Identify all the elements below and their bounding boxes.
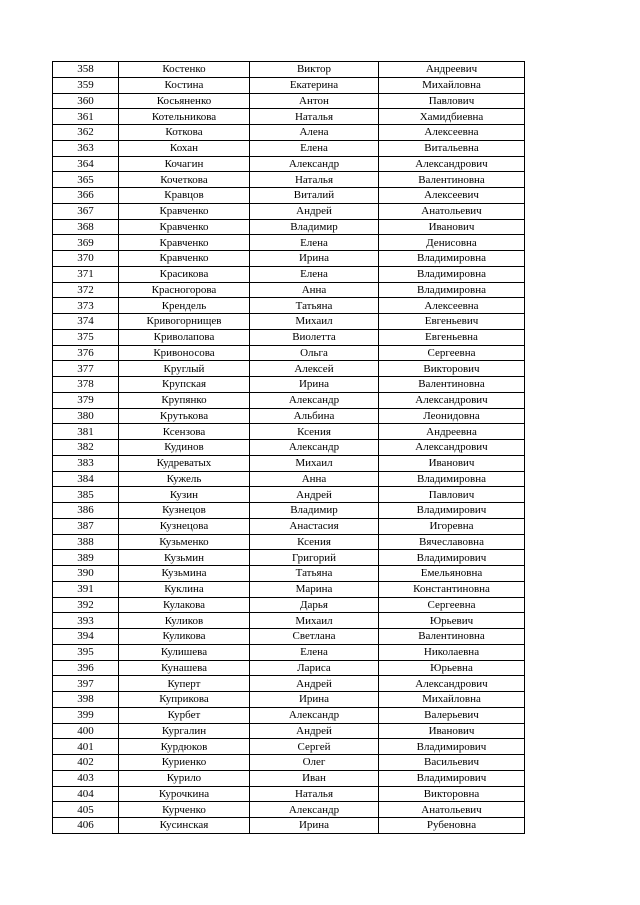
last-name-cell: Кузьменко	[119, 534, 250, 550]
last-name-cell: Кузнецова	[119, 518, 250, 534]
patronymic-cell: Владимирович	[379, 503, 525, 519]
last-name-cell: Кочагин	[119, 156, 250, 172]
first-name-cell: Григорий	[250, 550, 379, 566]
first-name-cell: Татьяна	[250, 566, 379, 582]
patronymic-cell: Игоревна	[379, 518, 525, 534]
last-name-cell: Красикова	[119, 266, 250, 282]
last-name-cell: Куперт	[119, 676, 250, 692]
patronymic-cell: Александрович	[379, 676, 525, 692]
table-row	[53, 534, 525, 550]
last-name-cell: Крутькова	[119, 408, 250, 424]
last-name-cell: Котельникова	[119, 109, 250, 125]
patronymic-cell: Владимирович	[379, 770, 525, 786]
first-name-cell: Елена	[250, 235, 379, 251]
last-name-cell: Кравченко	[119, 219, 250, 235]
last-name-cell: Криволапова	[119, 329, 250, 345]
patronymic-cell: Владимирович	[379, 739, 525, 755]
table-row	[53, 77, 525, 93]
patronymic-cell: Викторовна	[379, 786, 525, 802]
first-name-cell: Александр	[250, 707, 379, 723]
first-name-cell: Наталья	[250, 172, 379, 188]
last-name-cell: Кужель	[119, 471, 250, 487]
table-row	[53, 786, 525, 802]
table-row	[53, 597, 525, 613]
first-name-cell: Александр	[250, 392, 379, 408]
row-number-cell: 359	[53, 77, 119, 93]
row-number-cell: 370	[53, 251, 119, 267]
table-row	[53, 345, 525, 361]
table-row	[53, 676, 525, 692]
patronymic-cell: Витальевна	[379, 140, 525, 156]
row-number-cell: 364	[53, 156, 119, 172]
first-name-cell: Альбина	[250, 408, 379, 424]
first-name-cell: Елена	[250, 644, 379, 660]
patronymic-cell: Емельяновна	[379, 566, 525, 582]
row-number-cell: 381	[53, 424, 119, 440]
last-name-cell: Куриенко	[119, 755, 250, 771]
table-row	[53, 660, 525, 676]
first-name-cell: Ирина	[250, 818, 379, 834]
table-row	[53, 566, 525, 582]
last-name-cell: Кривоносова	[119, 345, 250, 361]
first-name-cell: Марина	[250, 581, 379, 597]
row-number-cell: 404	[53, 786, 119, 802]
first-name-cell: Анна	[250, 282, 379, 298]
table-row	[53, 503, 525, 519]
table-row	[53, 629, 525, 645]
patronymic-cell: Павлович	[379, 487, 525, 503]
first-name-cell: Ирина	[250, 692, 379, 708]
last-name-cell: Кравченко	[119, 235, 250, 251]
row-number-cell: 406	[53, 818, 119, 834]
row-number-cell: 369	[53, 235, 119, 251]
row-number-cell: 375	[53, 329, 119, 345]
patronymic-cell: Павлович	[379, 93, 525, 109]
patronymic-cell: Юрьевна	[379, 660, 525, 676]
first-name-cell: Алена	[250, 125, 379, 141]
last-name-cell: Кудреватых	[119, 455, 250, 471]
row-number-cell: 391	[53, 581, 119, 597]
row-number-cell: 383	[53, 455, 119, 471]
patronymic-cell: Владимировна	[379, 471, 525, 487]
last-name-cell: Кулакова	[119, 597, 250, 613]
last-name-cell: Курило	[119, 770, 250, 786]
row-number-cell: 372	[53, 282, 119, 298]
table-row	[53, 818, 525, 834]
last-name-cell: Кузьмина	[119, 566, 250, 582]
table-row	[53, 188, 525, 204]
row-number-cell: 379	[53, 392, 119, 408]
last-name-cell: Кусинская	[119, 818, 250, 834]
patronymic-cell: Сергеевна	[379, 597, 525, 613]
first-name-cell: Александр	[250, 802, 379, 818]
table-row	[53, 644, 525, 660]
table-row	[53, 408, 525, 424]
last-name-cell: Куклина	[119, 581, 250, 597]
first-name-cell: Анастасия	[250, 518, 379, 534]
row-number-cell: 392	[53, 597, 119, 613]
last-name-cell: Кравченко	[119, 203, 250, 219]
row-number-cell: 394	[53, 629, 119, 645]
last-name-cell: Курочкина	[119, 786, 250, 802]
row-number-cell: 398	[53, 692, 119, 708]
first-name-cell: Виталий	[250, 188, 379, 204]
patronymic-cell: Александрович	[379, 392, 525, 408]
row-number-cell: 388	[53, 534, 119, 550]
table-row	[53, 140, 525, 156]
table-row	[53, 455, 525, 471]
patronymic-cell: Валентиновна	[379, 377, 525, 393]
last-name-cell: Куликов	[119, 613, 250, 629]
table-row	[53, 581, 525, 597]
first-name-cell: Олег	[250, 755, 379, 771]
last-name-cell: Коткова	[119, 125, 250, 141]
patronymic-cell: Юрьевич	[379, 613, 525, 629]
table-row	[53, 172, 525, 188]
row-number-cell: 358	[53, 62, 119, 78]
last-name-cell: Кравцов	[119, 188, 250, 204]
table-row	[53, 440, 525, 456]
table-row	[53, 550, 525, 566]
last-name-cell: Кузьмин	[119, 550, 250, 566]
patronymic-cell: Хамидбиевна	[379, 109, 525, 125]
last-name-cell: Кривогорнищев	[119, 314, 250, 330]
table-row	[53, 298, 525, 314]
table-row	[53, 424, 525, 440]
last-name-cell: Кулишева	[119, 644, 250, 660]
first-name-cell: Андрей	[250, 676, 379, 692]
table-row	[53, 692, 525, 708]
row-number-cell: 402	[53, 755, 119, 771]
patronymic-cell: Владимировна	[379, 251, 525, 267]
first-name-cell: Татьяна	[250, 298, 379, 314]
row-number-cell: 401	[53, 739, 119, 755]
patronymic-cell: Михайловна	[379, 77, 525, 93]
patronymic-cell: Владимирович	[379, 550, 525, 566]
last-name-cell: Курдюков	[119, 739, 250, 755]
table-row	[53, 329, 525, 345]
first-name-cell: Ксения	[250, 534, 379, 550]
first-name-cell: Сергей	[250, 739, 379, 755]
first-name-cell: Ксения	[250, 424, 379, 440]
patronymic-cell: Викторович	[379, 361, 525, 377]
row-number-cell: 373	[53, 298, 119, 314]
table-row	[53, 361, 525, 377]
patronymic-cell: Денисовна	[379, 235, 525, 251]
patronymic-cell: Андреевна	[379, 424, 525, 440]
patronymic-cell: Валерьевич	[379, 707, 525, 723]
table-row	[53, 109, 525, 125]
patronymic-cell: Андреевич	[379, 62, 525, 78]
first-name-cell: Ирина	[250, 377, 379, 393]
row-number-cell: 378	[53, 377, 119, 393]
patronymic-cell: Владимировна	[379, 266, 525, 282]
patronymic-cell: Васильевич	[379, 755, 525, 771]
row-number-cell: 361	[53, 109, 119, 125]
first-name-cell: Елена	[250, 266, 379, 282]
patronymic-cell: Леонидовна	[379, 408, 525, 424]
table-row	[53, 125, 525, 141]
last-name-cell: Кохан	[119, 140, 250, 156]
first-name-cell: Владимир	[250, 503, 379, 519]
table-row	[53, 62, 525, 78]
first-name-cell: Елена	[250, 140, 379, 156]
first-name-cell: Иван	[250, 770, 379, 786]
table-row	[53, 707, 525, 723]
table-row	[53, 739, 525, 755]
table-row	[53, 802, 525, 818]
row-number-cell: 399	[53, 707, 119, 723]
row-number-cell: 384	[53, 471, 119, 487]
row-number-cell: 374	[53, 314, 119, 330]
table-row	[53, 471, 525, 487]
row-number-cell: 377	[53, 361, 119, 377]
last-name-cell: Крендель	[119, 298, 250, 314]
last-name-cell: Кочеткова	[119, 172, 250, 188]
names-table	[52, 61, 525, 834]
last-name-cell: Костенко	[119, 62, 250, 78]
first-name-cell: Ольга	[250, 345, 379, 361]
table-row	[53, 235, 525, 251]
patronymic-cell: Евгеньевна	[379, 329, 525, 345]
first-name-cell: Михаил	[250, 455, 379, 471]
last-name-cell: Кравченко	[119, 251, 250, 267]
patronymic-cell: Александрович	[379, 156, 525, 172]
row-number-cell: 382	[53, 440, 119, 456]
last-name-cell: Кудинов	[119, 440, 250, 456]
first-name-cell: Виктор	[250, 62, 379, 78]
row-number-cell: 390	[53, 566, 119, 582]
first-name-cell: Виолетта	[250, 329, 379, 345]
row-number-cell: 362	[53, 125, 119, 141]
row-number-cell: 403	[53, 770, 119, 786]
last-name-cell: Красногорова	[119, 282, 250, 298]
first-name-cell: Дарья	[250, 597, 379, 613]
first-name-cell: Светлана	[250, 629, 379, 645]
row-number-cell: 386	[53, 503, 119, 519]
first-name-cell: Алексей	[250, 361, 379, 377]
first-name-cell: Лариса	[250, 660, 379, 676]
patronymic-cell: Евгеньевич	[379, 314, 525, 330]
patronymic-cell: Валентиновна	[379, 629, 525, 645]
first-name-cell: Михаил	[250, 314, 379, 330]
last-name-cell: Курбет	[119, 707, 250, 723]
patronymic-cell: Вячеславовна	[379, 534, 525, 550]
patronymic-cell: Валентиновна	[379, 172, 525, 188]
row-number-cell: 387	[53, 518, 119, 534]
patronymic-cell: Анатольевич	[379, 802, 525, 818]
first-name-cell: Наталья	[250, 786, 379, 802]
table-row	[53, 723, 525, 739]
patronymic-cell: Иванович	[379, 723, 525, 739]
table-row	[53, 377, 525, 393]
row-number-cell: 367	[53, 203, 119, 219]
first-name-cell: Андрей	[250, 487, 379, 503]
first-name-cell: Александр	[250, 156, 379, 172]
table-row	[53, 219, 525, 235]
last-name-cell: Костина	[119, 77, 250, 93]
patronymic-cell: Алексеевна	[379, 298, 525, 314]
last-name-cell: Кузин	[119, 487, 250, 503]
row-number-cell: 385	[53, 487, 119, 503]
first-name-cell: Михаил	[250, 613, 379, 629]
patronymic-cell: Сергеевна	[379, 345, 525, 361]
table-row	[53, 518, 525, 534]
row-number-cell: 393	[53, 613, 119, 629]
patronymic-cell: Анатольевич	[379, 203, 525, 219]
first-name-cell: Антон	[250, 93, 379, 109]
row-number-cell: 363	[53, 140, 119, 156]
table-row	[53, 203, 525, 219]
patronymic-cell: Иванович	[379, 455, 525, 471]
patronymic-cell: Владимировна	[379, 282, 525, 298]
row-number-cell: 400	[53, 723, 119, 739]
row-number-cell: 365	[53, 172, 119, 188]
table-row	[53, 613, 525, 629]
first-name-cell: Александр	[250, 440, 379, 456]
row-number-cell: 389	[53, 550, 119, 566]
first-name-cell: Владимир	[250, 219, 379, 235]
row-number-cell: 368	[53, 219, 119, 235]
last-name-cell: Косьяненко	[119, 93, 250, 109]
row-number-cell: 380	[53, 408, 119, 424]
table-row	[53, 156, 525, 172]
last-name-cell: Круглый	[119, 361, 250, 377]
last-name-cell: Куприкова	[119, 692, 250, 708]
row-number-cell: 376	[53, 345, 119, 361]
row-number-cell: 395	[53, 644, 119, 660]
row-number-cell: 371	[53, 266, 119, 282]
row-number-cell: 366	[53, 188, 119, 204]
row-number-cell: 360	[53, 93, 119, 109]
first-name-cell: Анна	[250, 471, 379, 487]
patronymic-cell: Алексеевич	[379, 188, 525, 204]
first-name-cell: Екатерина	[250, 77, 379, 93]
table-row	[53, 755, 525, 771]
patronymic-cell: Николаевна	[379, 644, 525, 660]
table-row	[53, 251, 525, 267]
patronymic-cell: Константиновна	[379, 581, 525, 597]
row-number-cell: 405	[53, 802, 119, 818]
table-row	[53, 93, 525, 109]
patronymic-cell: Иванович	[379, 219, 525, 235]
names-table-body	[53, 62, 525, 834]
last-name-cell: Кузнецов	[119, 503, 250, 519]
row-number-cell: 396	[53, 660, 119, 676]
first-name-cell: Ирина	[250, 251, 379, 267]
last-name-cell: Ксензова	[119, 424, 250, 440]
table-row	[53, 770, 525, 786]
patronymic-cell: Михайловна	[379, 692, 525, 708]
table-row	[53, 282, 525, 298]
last-name-cell: Крупская	[119, 377, 250, 393]
patronymic-cell: Рубеновна	[379, 818, 525, 834]
last-name-cell: Куликова	[119, 629, 250, 645]
table-row	[53, 266, 525, 282]
last-name-cell: Крупянко	[119, 392, 250, 408]
patronymic-cell: Алексеевна	[379, 125, 525, 141]
first-name-cell: Андрей	[250, 203, 379, 219]
table-row	[53, 487, 525, 503]
row-number-cell: 397	[53, 676, 119, 692]
table-row	[53, 314, 525, 330]
last-name-cell: Кургалин	[119, 723, 250, 739]
last-name-cell: Курченко	[119, 802, 250, 818]
table-row	[53, 392, 525, 408]
patronymic-cell: Александрович	[379, 440, 525, 456]
last-name-cell: Кунашева	[119, 660, 250, 676]
first-name-cell: Андрей	[250, 723, 379, 739]
first-name-cell: Наталья	[250, 109, 379, 125]
